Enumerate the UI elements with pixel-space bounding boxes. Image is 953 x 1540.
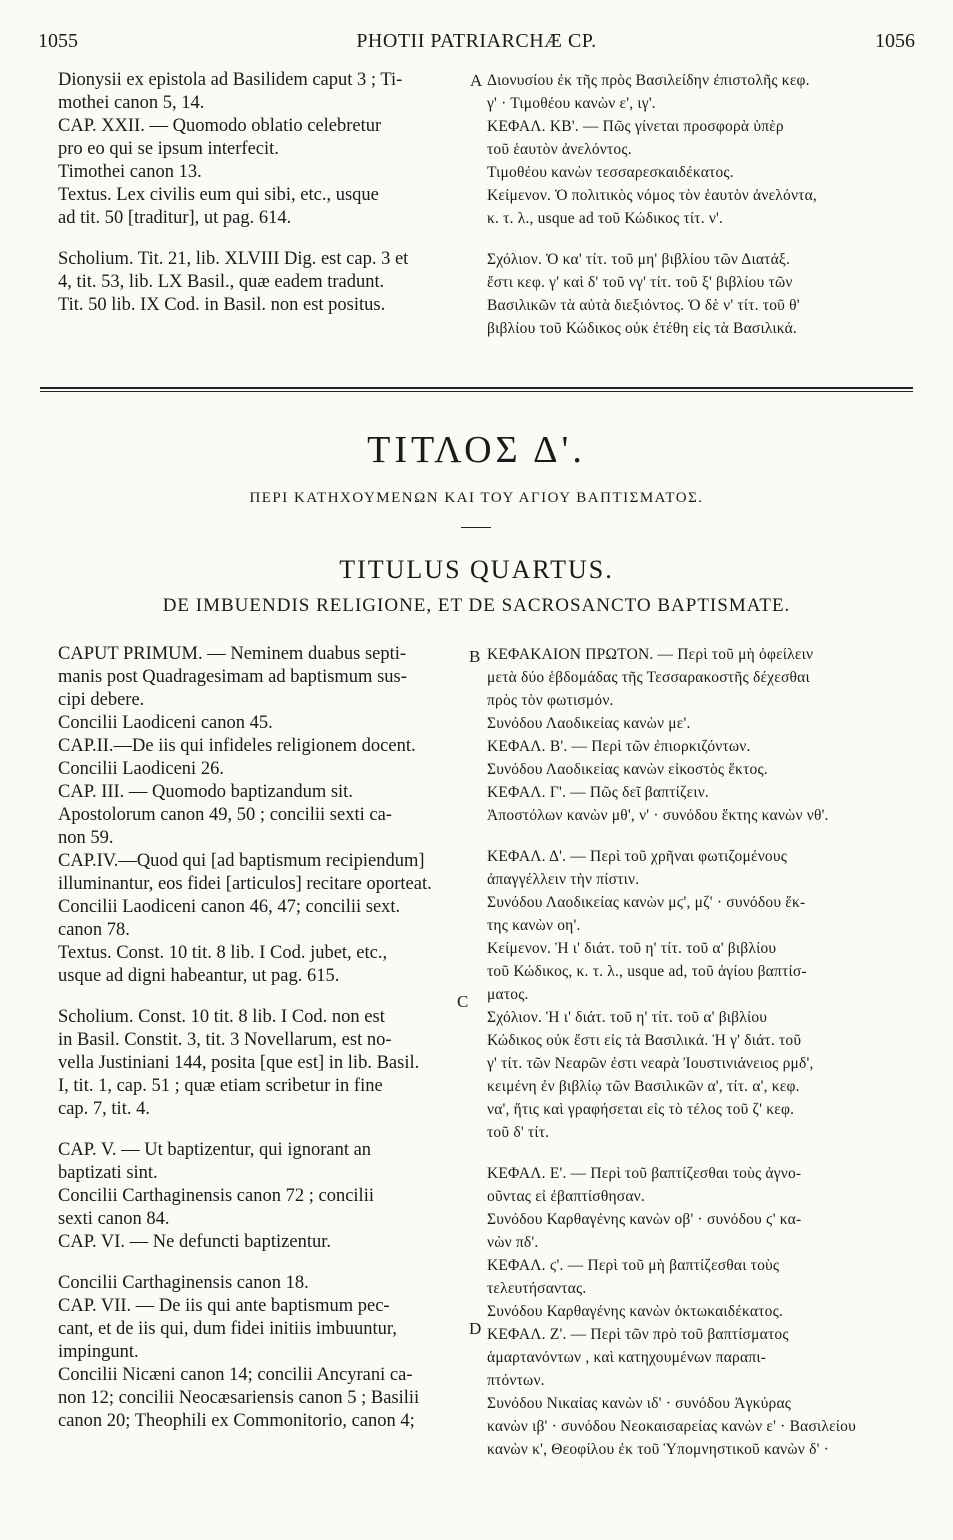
greek-text-line: ΚΕΦΑΛ. Γ'. — Πῶς δεῖ βαπτίζειν. [487,784,709,801]
greek-text-line: Διονυσίου ἐκ τῆς πρὸς Βασιλείδην ἐπιστολῆς κεφ. [487,72,810,89]
latin-text-line: Scholium. Tit. 21, lib. XLVIII Dig. est cap. 3 et [58,249,409,269]
greek-text-line: να', ἥτις καὶ γραφήσεται εἰς τὸ τέλος τοῦ ζ' κεφ. [487,1101,795,1118]
latin-text-line: Apostolorum canon 49, 50 ; concilii sexti ca- [58,805,392,825]
latin-text-line: non 12; concilii Neocæsariensis canon 5 ; Basilii [58,1388,420,1408]
latin-text-line: CAP. XXII. — Quomodo oblatio celebretur [58,116,382,136]
greek-text-line: ΚΕΦΑΛ. ΚΒ'. — Πῶς γίνεται προσφορὰ ὑπὲρ [487,118,784,135]
latin-text-line: canon 20; Theophili ex Commonitorio, canon 4; [58,1411,415,1431]
section-rule-thin [40,391,913,392]
greek-text-line: οῦντας εἰ ἐβαπτίσθησαν. [487,1188,645,1205]
latin-text-line: CAP.II.—De iis qui infideles religionem docent. [58,736,416,756]
greek-text-line: Συνόδου Λαοδικείας κανὼν εἰκοστὸς ἕκτος. [487,761,768,778]
latin-text-line: CAP. III. — Quomodo baptizandum sit. [58,782,353,802]
latin-text-line [58,1254,470,1272]
greek-text-line: ἀπαγγέλλειν τὴν πίστιν. [487,871,640,888]
margin-marker-b: B [469,647,481,666]
margin-marker-a: A [470,71,483,90]
latin-text-line: CAP. VI. — Ne defuncti baptizentur. [58,1232,332,1252]
latin-text-line: vella Justiniani 144, posita [que est] in lib. Basil. [58,1053,420,1073]
greek-text-line: γ' τίτ. τῶν Νεαρῶν ἐστι νεαρὰ Ἰουστινιάνειος ρμδ', [487,1055,814,1072]
greek-text-line: πτόντων. [487,1372,545,1389]
latin-text-line [58,1121,470,1139]
greek-text-line: ΚΕΦΑΛ. Δ'. — Περὶ τοῦ χρῆναι φωτιζομένους [487,848,788,865]
latin-text-line: Textus. Lex civilis eum qui sibi, etc., usque [58,185,379,205]
greek-text-line: ματος. [487,986,529,1003]
latin-text-line: CAP. V. — Ut baptizentur, qui ignorant an [58,1140,372,1160]
greek-text-line [487,230,919,248]
greek-text-line: ἁμαρτανόντων , καὶ κατηχουμένων παραπι- [487,1349,767,1366]
greek-text-line: κανὼν ιβ' · συνόδου Νεοκαισαρείας κανὼν ε' · Βασιλείου [487,1418,856,1435]
section-rule [40,387,913,389]
greek-text-line: νὼν πδ'. [487,1234,539,1251]
latin-text-line: baptizati sint. [58,1163,158,1183]
latin-text-line: canon 78. [58,920,130,940]
greek-text-line: Κώδικος οὐκ ἔστι εἰς τὰ Βασιλικά. Ἡ γ' διάτ. τοῦ [487,1032,802,1049]
greek-text-line: βιβλίου τοῦ Κώδικος οὐκ ἐτέθη εἰς τὰ Βασιλικά. [487,320,798,337]
latin-text-line: Concilii Carthaginensis canon 18. [58,1273,309,1293]
latin-text-line: Concilii Carthaginensis canon 72 ; concilii [58,1186,374,1206]
latin-text-line: Concilii Laodiceni canon 45. [58,713,273,733]
latin-text-line: CAPUT PRIMUM. — Neminem duabus septi- [58,644,407,664]
title-divider [461,527,491,528]
latin-text-line: Scholium. Const. 10 tit. 8 lib. I Cod. non est [58,1007,385,1027]
greek-text-line: ΚΕΦΑΛ. Ε'. — Περὶ τοῦ βαπτίζεσθαι τοὺς ἀγνο- [487,1165,802,1182]
latin-text-line: Dionysii ex epistola ad Basilidem caput 3 ; Ti- [58,70,403,90]
greek-text-line: Βασιλικῶν τὰ αὐτὰ διεξιόντος. Ὁ δὲ ν' τίτ. τοῦ θ' [487,297,800,314]
latin-text-line: I, tit. 1, cap. 51 ; quæ etiam scribetur in fine [58,1076,383,1096]
greek-text-line: Συνόδου Λαοδικείας κανὼν μϛ', μζ' · συνόδου ἕκ- [487,894,806,911]
latin-text-line: Concilii Laodiceni canon 46, 47; concilii sext. [58,897,401,917]
latin-text-line: Concilii Laodiceni 26. [58,759,224,779]
greek-text-line: ἔστι κεφ. γ' καὶ δ' τοῦ νγ' τίτ. τοῦ ξ' βιβλίου τῶν [487,274,793,291]
latin-text-line: illuminantur, eos fidei [articulos] recitare oporteat. [58,874,432,894]
greek-text-line: Σχόλιον. Ὁ κα' τίτ. τοῦ μη' βιβλίου τῶν Διατάξ. [487,251,791,268]
greek-text-line: ΚΕΦΑΚΑΙΟΝ ΠΡΩΤΟΝ. — Περὶ τοῦ μὴ ὀφείλειν [487,646,814,663]
latin-text-line: in Basil. Constit. 3, tit. 3 Novellarum, est no- [58,1030,392,1050]
latin-text-line: non 59. [58,828,114,848]
greek-text-line: Συνόδου Καρθαγένης κανὼν ὀκτωκαιδέκατος. [487,1303,784,1320]
greek-text-line: πρὸς τὸν φωτισμόν. [487,692,614,709]
greek-text-line: Συνόδου Νικαίας κανὼν ιδ' · συνόδου Ἀγκύρας [487,1395,792,1412]
greek-text-line: κανὼν κ', Θεοφίλου ἐκ τοῦ Ὑπομνηστικοῦ κανὼν δ' · [487,1441,830,1458]
latin-text-line: Tit. 50 lib. IX Cod. in Basil. non est positus. [58,295,386,315]
greek-text-line: κ. τ. λ., usque ad τοῦ Κώδικος τίτ. ν'. [487,210,724,227]
latin-text-line: impingunt. [58,1342,139,1362]
greek-text-line: τοῦ Κώδικος, κ. τ. λ., usque ad, τοῦ ἁγίου βαπτίσ- [487,963,807,980]
margin-marker-c: C [457,992,469,1011]
latin-text-line: ad tit. 50 [traditur], ut pag. 614. [58,208,292,228]
running-title: PHOTII PATRIARCHÆ CP. [356,30,597,52]
latin-subtitle: DE IMBUENDIS RELIGIONE, ET DE SACROSANCTO BAPTISMATE. [162,595,791,616]
greek-text-line: τελευτήσαντας. [487,1280,587,1297]
latin-text-line: Concilii Nicæni canon 14; concilii Ancyrani ca- [58,1365,413,1385]
greek-title: ΤΙΤΛΟΣ Δ'. [367,429,586,471]
greek-text-line: κειμένη ἐν βιβλίῳ τῶν Βασιλικῶν α', τίτ. α', κεφ. [487,1078,800,1095]
greek-text-line [487,827,919,845]
greek-text-line: της κανὼν οη'. [487,917,581,934]
latin-text-line: Timothei canon 13. [58,162,202,182]
latin-text-line: cipi debere. [58,690,145,710]
page-number-right: 1056 [875,30,915,52]
greek-text-line: Ἀποστόλων κανὼν μθ', ν' · συνόδου ἕκτης κανὼν νθ'. [487,807,829,824]
greek-text-line: Συνόδου Λαοδικείας κανὼν με'. [487,715,691,732]
bottom-latin-column [58,643,470,1433]
latin-text-line: pro eo qui se ipsum interfecit. [58,139,279,159]
greek-text-line: Κείμενον. Ἡ ι' διάτ. τοῦ η' τίτ. τοῦ α' βιβλίου [487,940,777,957]
greek-text-line: Τιμοθέου κανὼν τεσσαρεσκαιδέκατος. [487,164,734,181]
latin-text-line: mothei canon 5, 14. [58,93,205,113]
latin-text-line: cant, et de iis qui, dum fidei initiis imbuuntur, [58,1319,397,1339]
latin-text-line [58,230,470,248]
bottom-greek-column [487,643,919,1461]
greek-text-line: ΚΕΦΑΛ. Ζ'. — Περὶ τῶν πρὸ τοῦ βαπτίσματος [487,1326,789,1343]
greek-text-line: τοῦ δ' τίτ. [487,1124,550,1141]
latin-title: TITULUS QUARTUS. [339,555,614,584]
latin-text-line: cap. 7, tit. 4. [58,1099,150,1119]
top-latin-column [58,69,470,317]
latin-text-line: 4, tit. 53, lib. LX Basil., quæ eadem tradunt. [58,272,385,292]
greek-text-line: ΚΕΦΑΛ. ϛ'. — Περὶ τοῦ μὴ βαπτίζεσθαι τοὺς [487,1257,780,1274]
greek-subtitle: ΠΕΡΙ ΚΑΤΗΧΟΥΜΕΝΩΝ ΚΑΙ ΤΟΥ ΑΓΙΟΥ ΒΑΠΤΙΣΜΑΤΟΣ. [249,490,704,506]
latin-text-line: usque ad digni habeantur, ut pag. 615. [58,966,340,986]
latin-text-line: sexti canon 84. [58,1209,170,1229]
greek-text-line [487,1144,919,1162]
greek-text-line: Σχόλιον. Ἡ ι' διάτ. τοῦ η' τίτ. τοῦ α' βιβλίου [487,1009,768,1026]
latin-text-line: CAP.IV.—Quod qui [ad baptismum recipiendum] [58,851,425,871]
latin-text-line [58,988,470,1006]
latin-text-line: manis post Quadragesimam ad baptismum sus- [58,667,407,687]
latin-text-line: CAP. VII. — De iis qui ante baptismum pec- [58,1296,390,1316]
greek-text-line: γ' · Τιμοθέου κανὼν ε', ιγ'. [487,95,656,112]
margin-marker-d: D [469,1319,482,1338]
latin-text-line: Textus. Const. 10 tit. 8 lib. I Cod. jubet, etc., [58,943,388,963]
greek-text-line: Συνόδου Καρθαγένης κανὼν οβ' · συνόδου ϛ' κα- [487,1211,802,1228]
greek-text-line: μετὰ δύο ἑβδομάδας τῆς Τεσσαρακοστῆς δέχεσθαι [487,669,810,686]
top-greek-column [487,69,919,340]
running-header [38,30,915,58]
greek-text-line: Κείμενον. Ὁ πολιτικὸς νόμος τὸν ἑαυτὸν ἀνελόντα, [487,187,817,204]
greek-text-line: ΚΕΦΑΛ. Β'. — Περὶ τῶν ἐπιορκιζόντων. [487,738,751,755]
greek-text-line: τοῦ ἑαυτὸν ἀνελόντος. [487,141,632,158]
page-number-left: 1055 [38,30,78,52]
